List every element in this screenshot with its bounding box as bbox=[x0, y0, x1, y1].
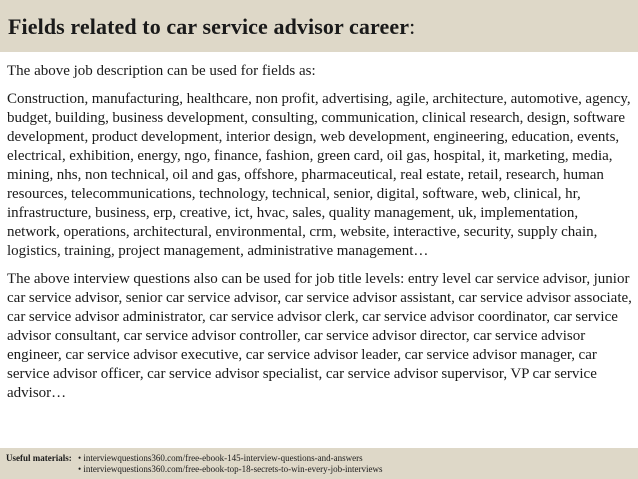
content-area bbox=[7, 62, 633, 403]
page-title bbox=[8, 14, 415, 39]
job-titles-paragraph: The above interview questions also can be used for job title levels: entry level car service advisor, junior car service advisor, senior car service advisor, car service advisor assistant, car service advisor associate, car service advisor administrator, car service advisor clerk, car service advisor coordinator, car service advisor consultant, car service advisor controller, car service advisor director, car service advisor engineer, car service advisor executive, car service advisor leader, car service advisor manager, car service advisor officer, car service advisor specialist, car service advisor supervisor, VP car service advisor… bbox=[7, 271, 632, 401]
page-title-text: Fields related to car service advisor career bbox=[8, 14, 410, 39]
footer-row-1 bbox=[6, 453, 638, 464]
footer-link-ebook-145[interactable]: • interviewquestions360.com/free-ebook-145-interview-questions-and-answers bbox=[78, 453, 363, 463]
intro-text: The above job description can be used for fields as: bbox=[7, 63, 316, 79]
fields-paragraph: Construction, manufacturing, healthcare, non profit, advertising, agile, architecture, automotive, agency, budget, building, business development, consulting, communication, clinical research, design, software development, product development, interior design, web development, engineering, education, events, electrical, exhibition, energy, ngo, finance, fashion, green card, oil gas, hospital, it, marketing, media, mining, nhs, non technical, oil and gas, offshore, pharmaceutical, real estate, retail, research, human resources, telecommunications, technology, technical, senior, digital, software, web, clinical, hr, infrastructure, business, erp, creative, ict, hvac, sales, quality management, uk, implementation, network, operations, architectural, environmental, crm, website, interactive, security, supply chain, logistics, training, project management, administrative management… bbox=[7, 91, 631, 259]
footer-bar bbox=[0, 448, 638, 479]
title-bar bbox=[0, 0, 638, 52]
footer-row-2 bbox=[6, 464, 638, 475]
page-title-colon: : bbox=[409, 14, 416, 39]
footer-link-ebook-top-18[interactable]: • interviewquestions360.com/free-ebook-top-18-secrets-to-win-every-job-interviews bbox=[78, 464, 383, 474]
footer-label: Useful materials: bbox=[6, 453, 72, 463]
footer-label-spacer bbox=[6, 464, 78, 475]
